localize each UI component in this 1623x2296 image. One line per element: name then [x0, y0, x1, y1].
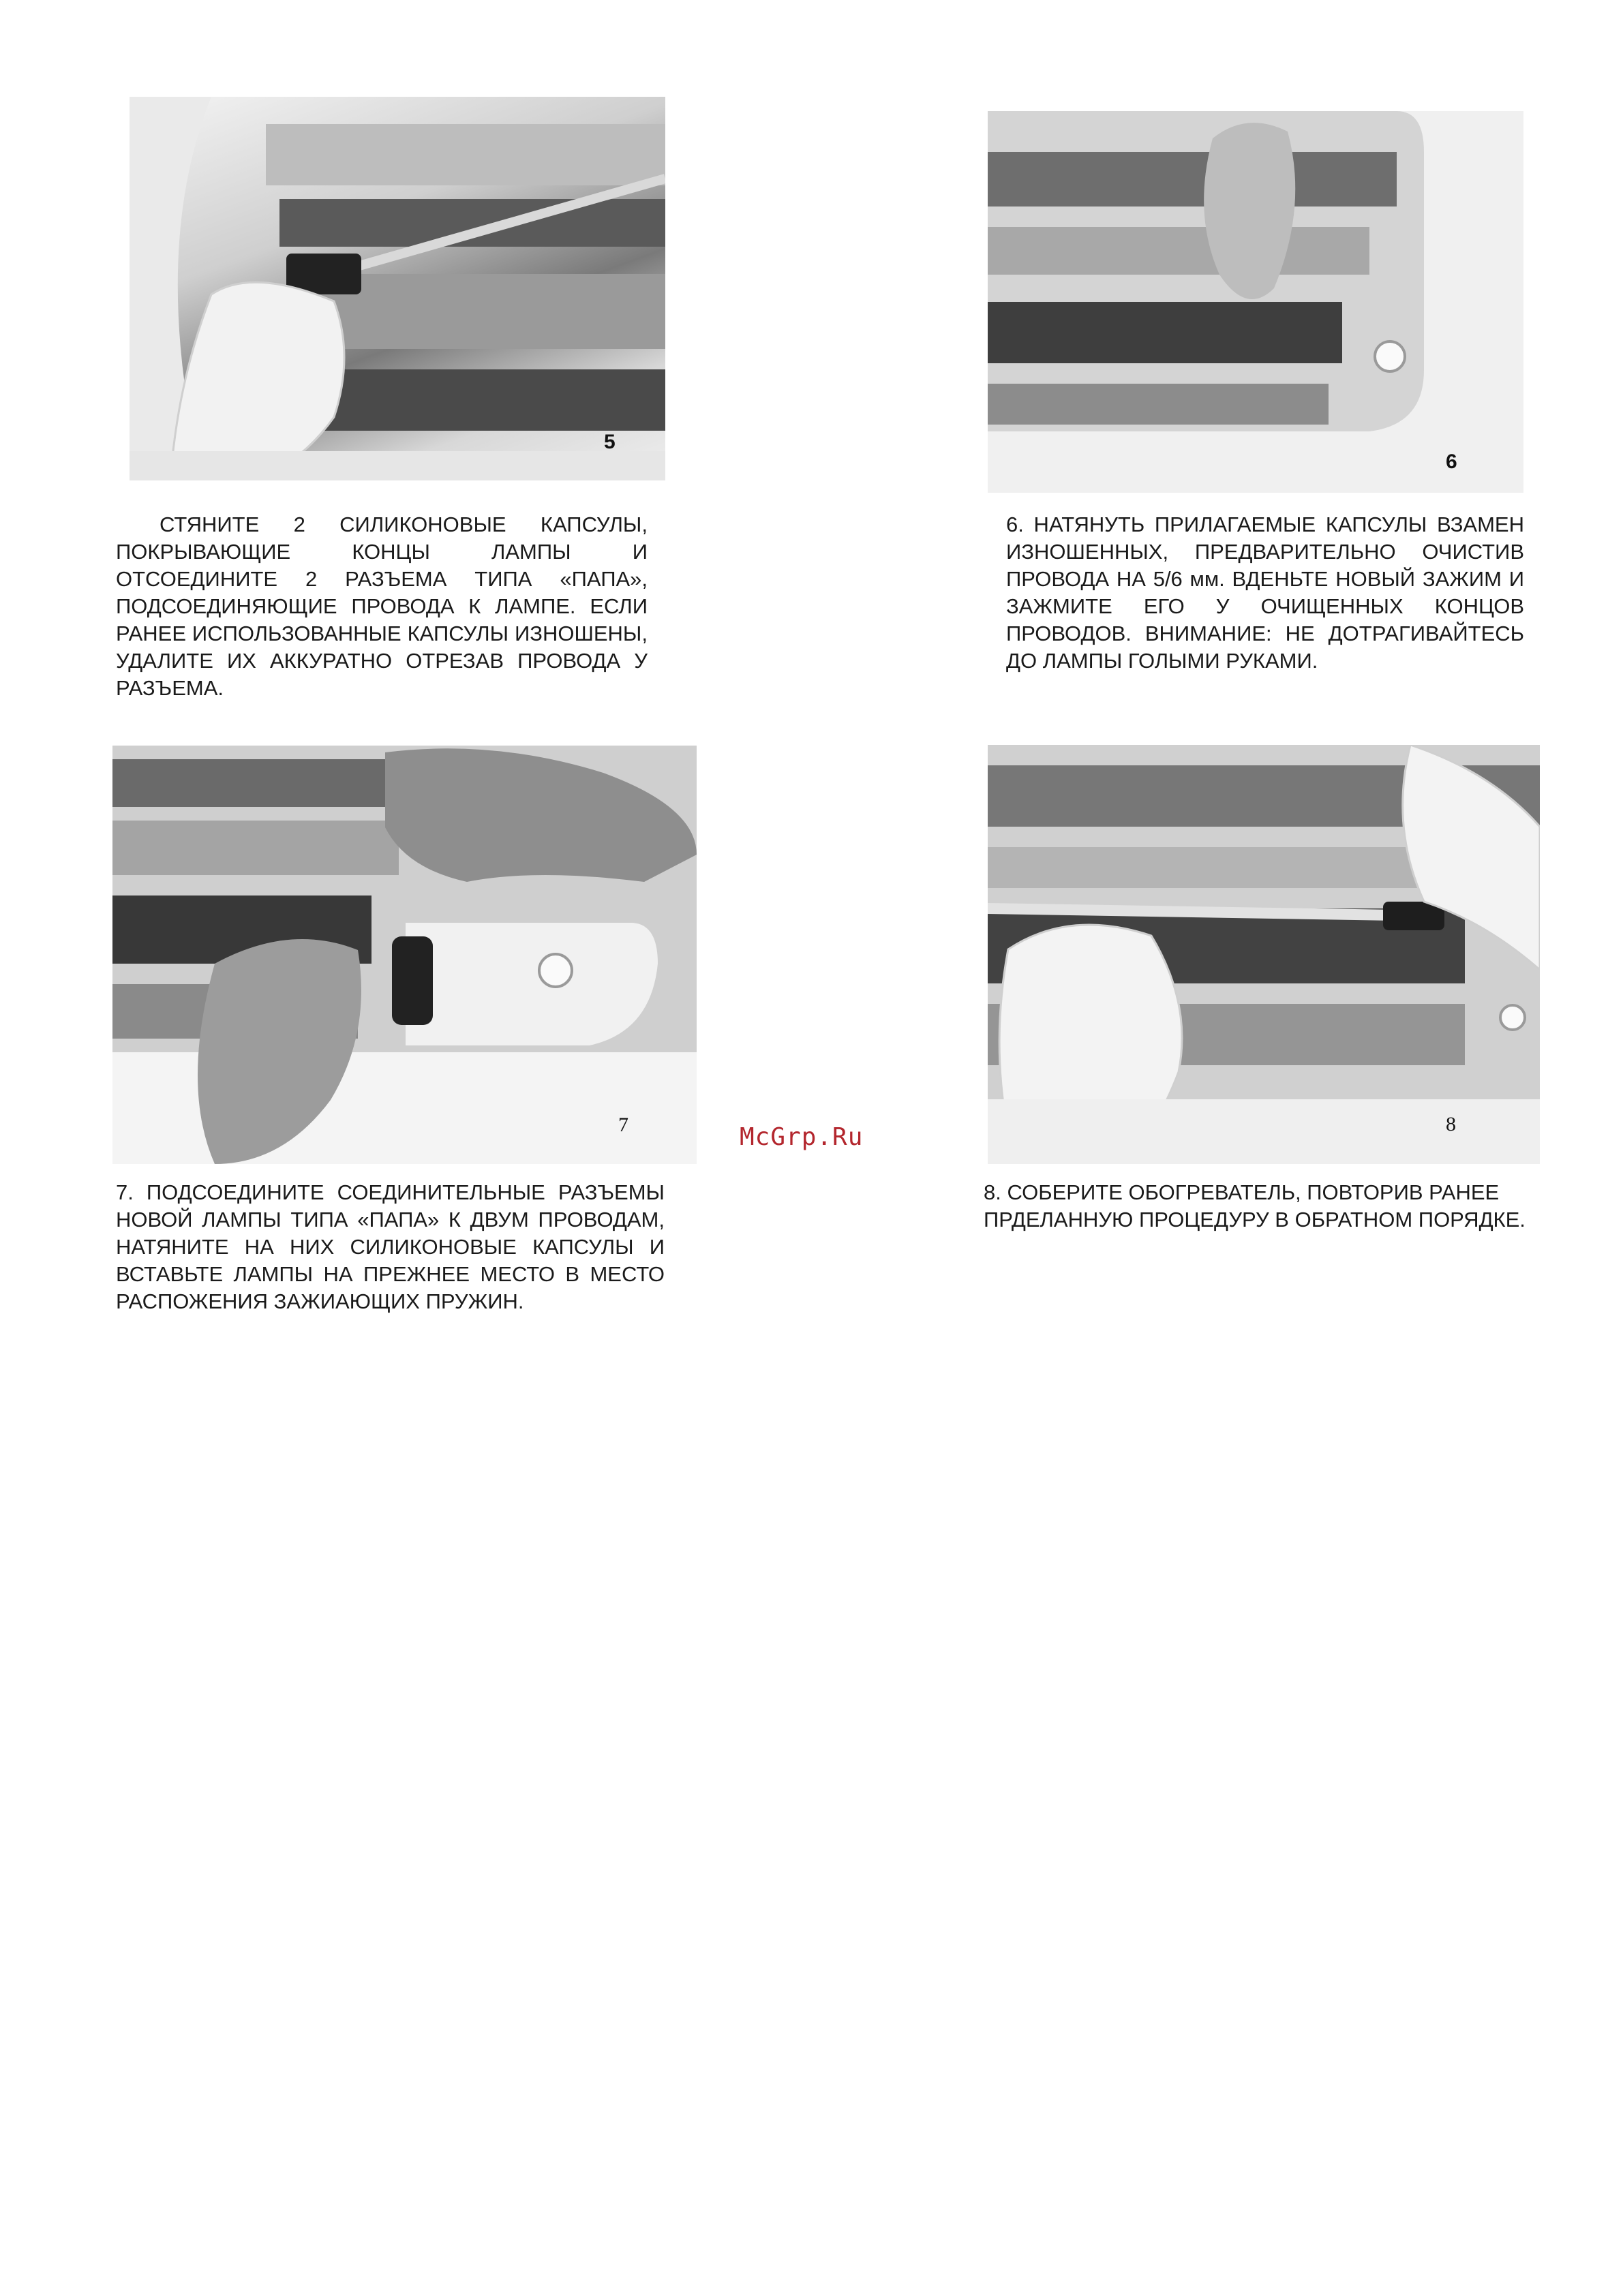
figure-5-number: 5 — [604, 431, 616, 453]
watermark: McGrp.Ru — [740, 1123, 864, 1151]
figure-7-photo — [112, 746, 697, 1164]
figure-5-photo — [130, 97, 665, 480]
figure-6-caption: 6. НАТЯНУТЬ ПРИЛАГАЕМЫЕ КАПСУЛЫ ВЗАМЕН ИЗНОШЕННЫХ, ПРЕДВАРИТЕЛЬНО ОЧИСТИВ ПРОВОДА НА 5/6 мм. ВДЕНЬТЕ НОВЫЙ ЗАЖИМ И ЗАЖМИТЕ ЕГО У ОЧИЩЕННЫХ КОНЦОВ ПРОВОДОВ. ВНИМАНИЕ: НЕ ДОТРАГИВАЙТЕСЬ ДО ЛАМПЫ ГОЛЫМИ РУКАМИ. — [1006, 512, 1524, 673]
figure-5-illustration — [130, 97, 665, 480]
figure-5-caption: СТЯНИТЕ 2 СИЛИКОНОВЫЕ КАПСУЛЫ, ПОКРЫВАЮЩИЕ КОНЦЫ ЛАМПЫ И ОТСОЕДИНИТЕ 2 РАЗЪЕМА ТИПА «ПАПА», ПОДСОЕДИНЯЮЩИЕ ПРОВОДА К ЛАМПЕ. ЕСЛИ РАНЕЕ ИСПОЛЬЗОВАННЫЕ КАПСУЛЫ ИЗНОШЕНЫ, УДАЛИТЕ ИХ АККУРАТНО ОТРЕЗАВ ПРОВОДА У РАЗЪЕМА. — [116, 512, 648, 700]
figure-7-illustration — [112, 746, 697, 1164]
figure-6-illustration — [988, 111, 1523, 493]
figure-8-number: 8 — [1446, 1113, 1456, 1135]
figure-8-illustration — [988, 745, 1540, 1164]
figure-6-photo — [988, 111, 1523, 493]
figure-6-number: 6 — [1446, 450, 1457, 473]
figure-8-caption: 8. СОБЕРИТЕ ОБОГРЕВАТЕЛЬ, ПОВТОРИВ РАНЕЕ ПРДЕЛАННУЮ ПРОЦЕДУРУ В ОБРАТНОМ ПОРЯДКЕ. — [984, 1180, 1526, 1231]
figure-7-caption: 7. ПОДСОЕДИНИТЕ СОЕДИНИТЕЛЬНЫЕ РАЗЪЕМЫ НОВОЙ ЛАМПЫ ТИПА «ПАПА» К ДВУМ ПРОВОДАМ, НАТЯНИТЕ НА НИХ СИЛИКОНОВЫЕ КАПСУЛЫ И ВСТАВЬТЕ ЛАМПЫ НА ПРЕЖНЕЕ МЕСТО В МЕСТО РАСПОЖЕНИЯ ЗАЖИАЮЩИХ ПРУЖИН. — [116, 1180, 665, 1313]
figure-8-photo — [988, 745, 1540, 1164]
figure-7-number: 7 — [618, 1114, 628, 1136]
